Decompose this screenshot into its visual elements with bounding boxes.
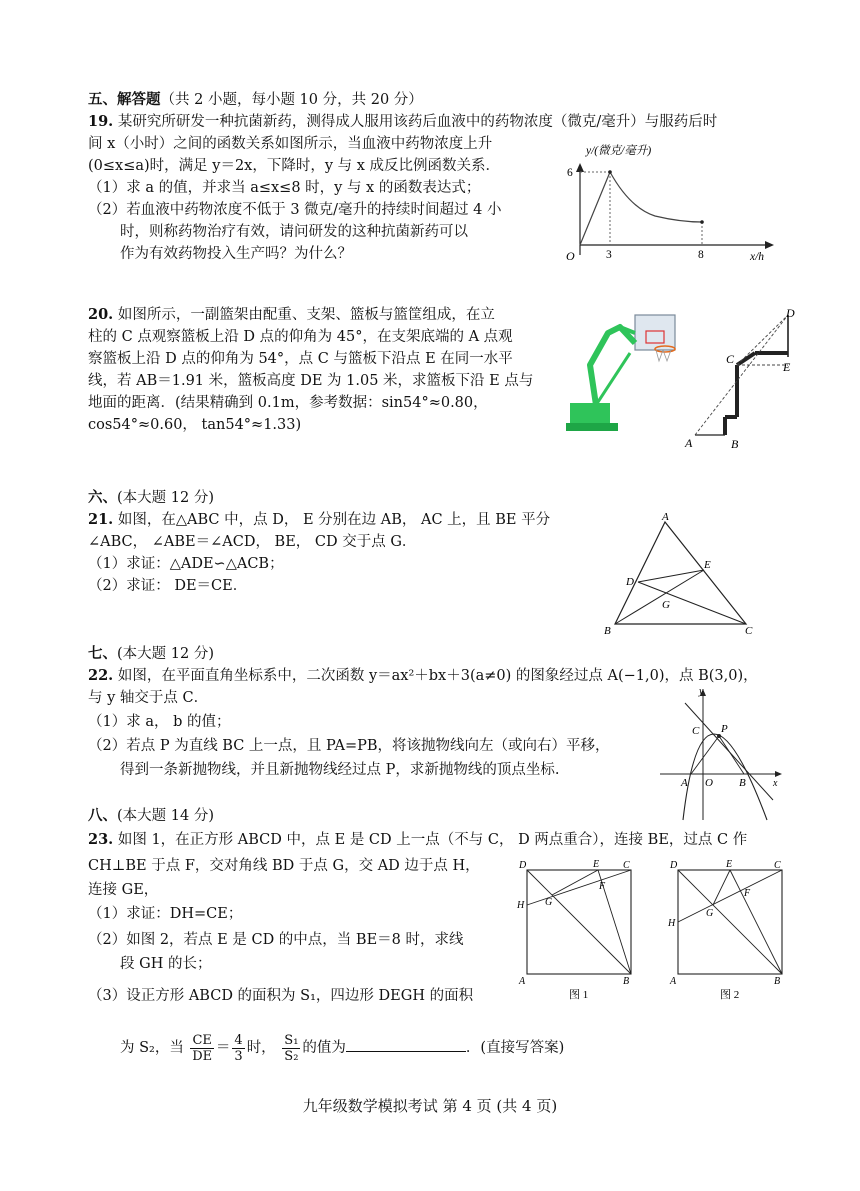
q19-line-3: (0≤x≤a)时，满足 y＝2x，下降时，y 与 x 成反比例函数关系． — [88, 158, 501, 174]
label-E: E — [783, 360, 791, 374]
label-D: D — [670, 860, 678, 871]
label-E: E — [593, 859, 600, 870]
label-B: B — [623, 976, 630, 987]
q23-part-1: （1）求证：DH=CE； — [88, 906, 243, 922]
graph-xtick-3: 3 — [606, 249, 612, 261]
label-E: E — [726, 859, 733, 870]
q23-part-3b: 为 S₂，当 $\frac{CE}{DE}$ ＝ $\frac{4}{3}$ 时， $\frac{\text{S₁}}{\text{S₂}}$ 的值为 ．(直接写答案) — [120, 1032, 565, 1064]
graph-ytick-6: 6 — [567, 167, 573, 179]
q19-part-2c: 作为有效药物投入生产吗？为什么？ — [120, 246, 352, 262]
section-5-heading: 五、解答题（共 2 小题，每小题 10 分，共 20 分） — [88, 91, 423, 108]
label-H: H — [517, 900, 525, 911]
q22-part-1: （1）求 a， b 的值； — [88, 714, 231, 730]
q22-part-2b: 得到一条新抛物线，并且新抛物线经过点 P，求新抛物线的顶点坐标. — [120, 762, 560, 778]
label-G: G — [545, 897, 553, 908]
q19-part-1: （1）求 a 的值，并求当 a≤x≤8 时，y 与 x 的函数表达式； — [88, 180, 481, 196]
label-E: E — [704, 559, 711, 571]
q21-part-1: （1）求证：△ADE∽△ACB； — [88, 556, 284, 572]
label-F: F — [599, 881, 606, 892]
q22-line-2: 与 y 轴交于点 C． — [88, 690, 209, 706]
label-A: A — [681, 777, 688, 789]
q23-line-2: CH⊥BE 于点 F，交对角线 BD 于点 G，交 AD 边于点 H， — [88, 858, 480, 874]
label-D: D — [786, 306, 795, 320]
fraction-ce-de: $\frac{CE}{DE}$ — [192, 1032, 213, 1064]
label-P: P — [721, 723, 728, 735]
q23-part-2b: 段 GH 的长； — [120, 956, 212, 972]
section-8-heading: 八、(本大题 14 分) — [88, 807, 214, 824]
q21-triangle-diagram — [600, 512, 760, 637]
label-H: H — [668, 918, 676, 929]
label-A: A — [685, 436, 693, 450]
label-x: x — [773, 778, 778, 789]
q22-parabola-diagram — [655, 688, 785, 823]
label-C: C — [745, 625, 753, 637]
q20-geometry-diagram — [685, 305, 805, 450]
q19-line-1: 19. 某研究所研发一种抗菌新药，测得成人服用该药后血液中的药物浓度（微克/毫升）与服药后时 — [88, 113, 718, 130]
label-B: B — [774, 976, 781, 987]
figure-2-caption: 图 2 — [720, 989, 740, 1001]
q21-line-1: 21. 如图，在△ABC 中，点 D， E 分别在边 AB， AC 上，且 BE 平分 — [88, 511, 551, 528]
graph-y-label: y/(微克/毫升) — [586, 145, 652, 157]
label-D: D — [519, 860, 527, 871]
section-6-heading: 六、(本大题 12 分) — [88, 489, 214, 506]
fraction-s1-s2: $\frac{\text{S₁}}{\text{S₂}}$ — [284, 1032, 299, 1064]
q20-line-1: 20. 如图所示，一副篮架由配重、支架、篮板与篮筐组成，在立 — [88, 306, 495, 323]
label-A: A — [670, 976, 677, 987]
label-G: G — [706, 908, 714, 919]
q21-line-2: ∠ABC， ∠ABE＝∠ACD， BE， CD 交于点 G． — [88, 534, 417, 550]
graph-xtick-8: 8 — [698, 249, 704, 261]
label-D: D — [626, 576, 634, 588]
label-A: A — [662, 511, 669, 523]
q23-figure-2 — [666, 858, 791, 1001]
label-A: A — [519, 976, 526, 987]
label-F: F — [744, 888, 751, 899]
label-C: C — [623, 860, 630, 871]
q20-line-6: cos54°≈0.60， tan54°≈1.33) — [88, 417, 302, 433]
q23-line-1: 23. 如图 1，在正方形 ABCD 中，点 E 是 CD 上一点（不与 C， D 两点重合），连接 BE，过点 C 作 — [88, 831, 748, 848]
label-G: G — [662, 599, 670, 611]
q19-part-2a: （2）若血液中药物浓度不低于 3 微克/毫升的持续时间超过 4 小 — [88, 202, 502, 218]
label-C: C — [726, 352, 735, 366]
answer-blank[interactable] — [346, 1037, 466, 1052]
label-C: C — [692, 725, 700, 737]
figure-1-caption: 图 1 — [569, 989, 589, 1001]
fraction-4-3: $\frac{4}{3}$ — [234, 1032, 243, 1064]
label-B: B — [731, 437, 739, 451]
graph-x-label: x/h — [750, 251, 765, 263]
label-C: C — [774, 860, 781, 871]
q23-part-2a: （2）如图 2，若点 E 是 CD 的中点，当 BE＝8 时，求线 — [88, 932, 464, 948]
q22-line-1: 22. 如图，在平面直角坐标系中，二次函数 y＝ax²＋bx＋3(a≠0) 的图象经过点 A(−1,0)，点 B(3,0)， — [88, 667, 758, 684]
q20-line-2: 柱的 C 点观察篮板上沿 D 点的仰角为 45°，在支架底端的 A 点观 — [88, 329, 513, 345]
q22-part-2a: （2）若点 P 为直线 BC 上一点，且 PA=PB，将该抛物线向左（或向右）平移， — [88, 738, 610, 754]
page-footer: 九年级数学模拟考试 第 4 页 (共 4 页) — [302, 1097, 558, 1115]
q19-line-2: 间 x（小时）之间的函数关系如图所示，当血液中药物浓度上升 — [88, 136, 493, 152]
label-O: O — [705, 777, 713, 789]
q23-line-3: 连接 GE， — [88, 882, 159, 898]
q23-figure-1 — [515, 858, 640, 1001]
label-B: B — [604, 625, 611, 637]
q21-part-2: （2）求证： DE＝CE． — [88, 578, 248, 594]
graph-origin: O — [566, 249, 575, 263]
q19-concentration-graph — [560, 145, 780, 270]
section-7-heading: 七、(本大题 12 分) — [88, 645, 214, 662]
q19-part-2b: 时，则称药物治疗有效，请问研发的这种抗菌新药可以 — [120, 224, 468, 240]
q20-line-4: 线，若 AB＝1.91 米，篮板高度 DE 为 1.05 米，求篮板下沿 E 点与 — [88, 373, 534, 389]
q23-part-3a: （3）设正方形 ABCD 的面积为 S₁，四边形 DEGH 的面积 — [88, 988, 474, 1004]
basketball-stand-illustration — [560, 305, 690, 440]
label-B: B — [739, 777, 746, 789]
label-y: y — [699, 686, 704, 697]
q20-line-3: 察篮板上沿 D 点的仰角为 54°，点 C 与篮板下沿点 E 在同一水平 — [88, 351, 513, 367]
q20-line-5: 地面的距离．(结果精确到 0.1m，参考数据：sin54°≈0.80， — [88, 395, 488, 411]
